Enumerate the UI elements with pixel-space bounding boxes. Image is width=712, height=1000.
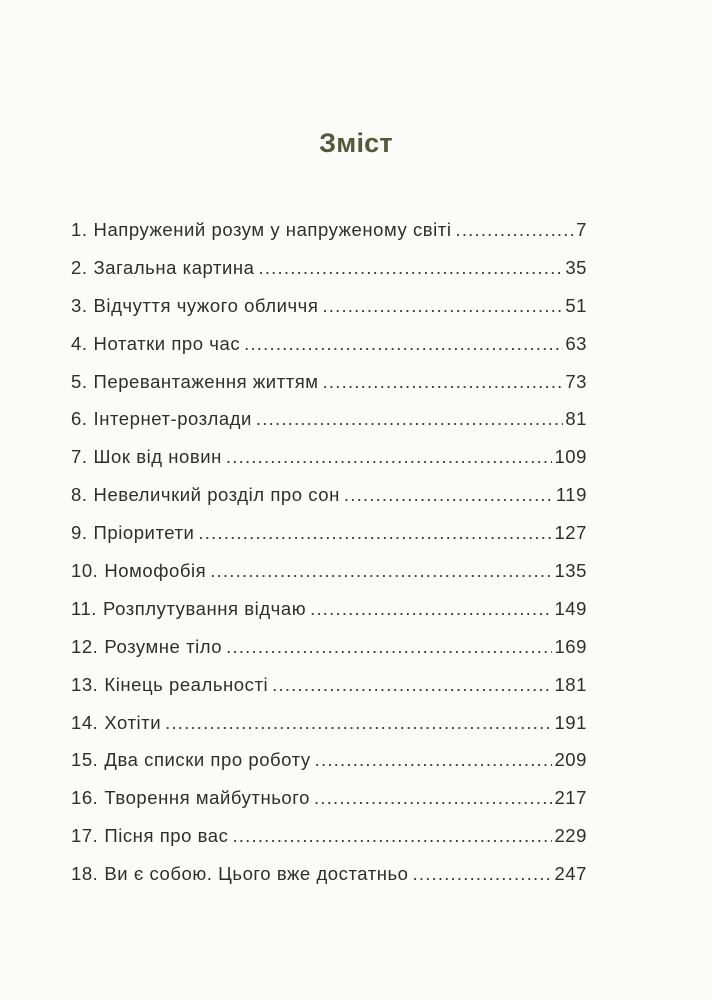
chapter-number: 16. bbox=[71, 787, 99, 809]
toc-entry bbox=[71, 257, 587, 295]
page-title: Зміст bbox=[319, 128, 393, 158]
page-number: 73 bbox=[565, 370, 587, 392]
toc-entry bbox=[71, 712, 587, 750]
dot-leader bbox=[256, 408, 563, 430]
chapter-title: Відчуття чужого обличчя bbox=[93, 294, 319, 316]
toc-entry bbox=[71, 295, 587, 333]
page-number: 217 bbox=[554, 787, 587, 809]
toc-entry bbox=[71, 598, 587, 636]
chapter-number: 13. bbox=[71, 673, 99, 695]
chapter-title: Розплутування відчаю bbox=[103, 597, 307, 619]
dot-leader bbox=[314, 787, 553, 809]
chapter-title: Хотіти bbox=[104, 711, 162, 733]
dot-leader bbox=[272, 674, 552, 696]
page-number: 51 bbox=[565, 294, 587, 316]
page-number: 191 bbox=[554, 711, 587, 733]
toc-entry bbox=[71, 522, 587, 560]
toc-entry bbox=[71, 674, 587, 712]
toc-entry bbox=[71, 408, 587, 446]
toc-entry bbox=[71, 787, 587, 825]
toc-entry bbox=[71, 333, 587, 371]
toc-entry bbox=[71, 560, 587, 598]
dot-leader bbox=[310, 598, 552, 620]
chapter-title: Інтернет-розлади bbox=[93, 408, 252, 430]
chapter-title: Шок від новин bbox=[93, 446, 222, 468]
page-number: 209 bbox=[554, 749, 587, 771]
page-number: 119 bbox=[555, 484, 587, 506]
chapter-title: Два списки про роботу bbox=[104, 749, 311, 771]
chapter-number: 5. bbox=[71, 370, 88, 392]
dot-leader bbox=[455, 219, 574, 241]
chapter-number: 6. bbox=[71, 408, 88, 430]
toc-entry bbox=[71, 825, 587, 863]
chapter-number: 15. bbox=[71, 749, 99, 771]
chapter-number: 4. bbox=[71, 332, 88, 354]
toc-entry bbox=[71, 484, 587, 522]
dot-leader bbox=[244, 333, 563, 355]
dot-leader bbox=[226, 636, 552, 658]
chapter-number: 17. bbox=[71, 825, 99, 847]
chapter-title: Напружений розум у напруженому світі bbox=[93, 219, 452, 240]
page-number: 63 bbox=[565, 332, 587, 354]
page-number: 109 bbox=[554, 446, 587, 468]
chapter-title: Нотатки про час bbox=[93, 332, 241, 354]
page-number: 169 bbox=[554, 635, 587, 657]
page-number: 35 bbox=[565, 256, 587, 278]
page-number: 135 bbox=[554, 560, 587, 582]
page-number: 181 bbox=[554, 673, 587, 695]
chapter-title: Пісня про вас bbox=[104, 825, 229, 847]
dot-leader bbox=[210, 560, 552, 582]
toc-entry bbox=[71, 749, 587, 787]
toc-entry bbox=[71, 446, 587, 484]
chapter-title: Номофобія bbox=[104, 560, 207, 582]
chapter-number: 7. bbox=[71, 446, 88, 468]
page-number: 247 bbox=[554, 863, 587, 885]
page-number: 149 bbox=[554, 597, 587, 619]
page-number: 127 bbox=[554, 522, 587, 544]
chapter-title: Невеличкий розділ про сон bbox=[93, 484, 340, 506]
toc-entry bbox=[71, 371, 587, 409]
chapter-number: 10. bbox=[71, 560, 99, 582]
chapter-number: 12. bbox=[71, 635, 99, 657]
page-number: 229 bbox=[554, 825, 587, 847]
chapter-title: Кінець реальності bbox=[104, 673, 269, 695]
chapter-title: Розумне тіло bbox=[104, 635, 223, 657]
dot-leader bbox=[344, 484, 554, 506]
chapter-number: 2. bbox=[71, 256, 88, 278]
toc-entry bbox=[71, 636, 587, 674]
chapter-number: 11. bbox=[71, 597, 97, 619]
chapter-number: 18. bbox=[71, 863, 99, 885]
page-number: 7 bbox=[576, 219, 587, 240]
chapter-title: Перевантаження життям bbox=[93, 370, 319, 392]
dot-leader bbox=[322, 295, 563, 317]
dot-leader bbox=[165, 712, 552, 734]
chapter-title: Пріоритети bbox=[93, 522, 195, 544]
chapter-number: 14. bbox=[71, 711, 99, 733]
toc-entry bbox=[71, 219, 587, 257]
chapter-number: 3. bbox=[71, 294, 88, 316]
chapter-title: Загальна картина bbox=[93, 256, 255, 278]
chapter-number: 1. bbox=[71, 219, 88, 240]
dot-leader bbox=[226, 446, 553, 468]
dot-leader bbox=[315, 749, 553, 771]
dot-leader bbox=[232, 825, 552, 847]
chapter-number: 8. bbox=[71, 484, 88, 506]
page-number: 81 bbox=[565, 408, 587, 430]
chapter-title: Ви є собою. Цього вже достатньо bbox=[104, 863, 409, 885]
chapter-title: Творення майбутнього bbox=[104, 787, 310, 809]
dot-leader bbox=[413, 863, 553, 885]
toc-entry bbox=[71, 863, 587, 901]
table-of-contents bbox=[71, 219, 587, 901]
dot-leader bbox=[198, 522, 552, 544]
chapter-number: 9. bbox=[71, 522, 88, 544]
dot-leader bbox=[323, 371, 564, 393]
dot-leader bbox=[259, 257, 564, 279]
